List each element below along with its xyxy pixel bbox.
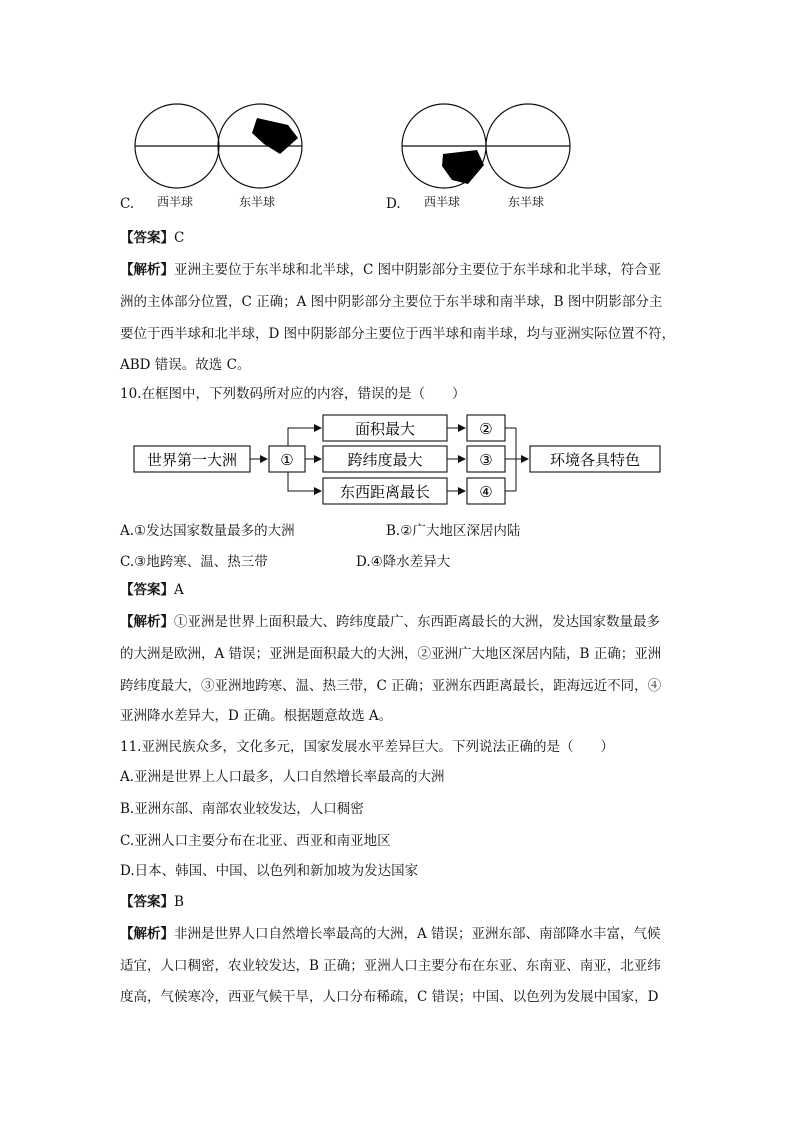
q11-option-d: D.日本、韩国、中国、以色列和新加坡为发达国家 — [120, 863, 419, 879]
asia-shape-north-east — [252, 118, 298, 154]
box-first-continent-text: 世界第一大洲 — [146, 451, 238, 469]
explanation-text: ①亚洲是世界上面积最大、跨纬度最广、东西距离最长的大洲，发达国家数量最多 — [174, 614, 660, 630]
box-circle-2-text: ② — [479, 420, 493, 438]
box-diverse-environment-text: 环境各具特色 — [549, 451, 641, 469]
q10-explanation-line-1 — [120, 613, 660, 631]
figure-d-east-caption: 东半球 — [508, 195, 545, 209]
answer-value: A — [174, 582, 184, 598]
q10-option-a: A.①发达国家数量最多的大洲 — [120, 523, 295, 539]
q10-explanation-line-4: 亚洲降水差异大，D 正确。根据题意故选 A。 — [120, 708, 393, 724]
q11-question: 11.亚洲民族众多，文化多元，国家发展水平差异巨大。下列说法正确的是（ ） — [120, 739, 614, 755]
box-circle-1-text: ① — [280, 451, 294, 469]
q9-explanation-line-1 — [120, 261, 661, 279]
q9-explanation-line-2: 洲的主体部分位置，C 正确；A 图中阴影部分主要位于东半球和南半球，B 图中阴影部分主 — [120, 294, 663, 310]
explanation-tag: 【解析】 — [120, 614, 174, 630]
q10-explanation-line-2: 的大洲是欧洲，A 错误；亚洲是面积最大的大洲，②亚洲广大地区深居内陆，B 正确；亚洲 — [120, 646, 662, 662]
box-circle-4-text: ④ — [479, 483, 493, 501]
explanation-text: 亚洲主要位于东半球和北半球，C 图中阴影部分主要位于东半球和北半球，符合亚 — [174, 262, 662, 278]
answer-tag: 【答案】 — [120, 230, 174, 246]
q11-answer — [120, 893, 184, 911]
answer-tag: 【答案】 — [120, 894, 174, 910]
figure-d-label: D. — [386, 196, 401, 212]
box-circle-3-text: ③ — [479, 451, 493, 469]
box-longest-east-west-text: 东西距离最长 — [339, 483, 431, 501]
figure-c-label: C. — [120, 196, 135, 212]
box-largest-area-text: 面积最大 — [354, 420, 416, 438]
q10-question: 10.在框图中，下列数码所对应的内容，错误的是（ ） — [120, 386, 466, 402]
q10-explanation-line-3: 跨纬度最大，③亚洲地跨寒、温、热三带，C 正确；亚洲东西距离最长，距海远近不同，④ — [120, 678, 662, 694]
explanation-tag: 【解析】 — [120, 262, 174, 278]
figure-c-west-caption: 西半球 — [157, 195, 194, 209]
answer-tag: 【答案】 — [120, 582, 174, 598]
q11-explanation-line-1 — [120, 925, 661, 943]
figure-c-east-caption: 东半球 — [239, 195, 276, 209]
q11-explanation-line-2: 适宜，人口稠密，农业较发达，B 正确；亚洲人口主要分布在东亚、东南亚、南亚，北亚纬 — [120, 958, 661, 974]
q11-explanation-line-3: 度高，气候寒冷，西亚气候干旱，人口分布稀疏，C 错误；中国、以色列为发展中国家，D — [120, 989, 659, 1005]
q10-option-c: C.③地跨寒、温、热三带 — [120, 554, 268, 570]
q10-flow-diagram — [130, 408, 665, 508]
hemisphere-figure-c — [120, 100, 310, 215]
asia-shape-south-west — [442, 150, 484, 184]
q11-option-b: B.亚洲东部、南部农业较发达，人口稠密 — [120, 801, 364, 817]
q10-option-d: D.④降水差异大 — [356, 554, 451, 570]
answer-value: C — [174, 230, 185, 246]
q9-answer — [120, 229, 184, 247]
hemisphere-figure-d — [380, 100, 580, 215]
explanation-text: 非洲是世界人口自然增长率最高的大洲，A 错误；亚洲东部、南部降水丰富，气候 — [174, 926, 661, 942]
q11-option-a: A.亚洲是世界上人口最多，人口自然增长率最高的大洲 — [120, 769, 445, 785]
q10-option-b: B.②广大地区深居内陆 — [386, 523, 521, 539]
q10-answer — [120, 581, 184, 599]
answer-value: B — [174, 894, 184, 910]
q9-explanation-line-4: ABD 错误。故选 C。 — [120, 357, 251, 373]
box-largest-latitude-span-text: 跨纬度最大 — [347, 451, 423, 469]
explanation-tag: 【解析】 — [120, 926, 174, 942]
q9-explanation-line-3: 要位于西半球和北半球，D 图中阴影部分主要位于西半球和南半球，均与亚洲实际位置不符， — [120, 326, 676, 342]
q11-option-c: C.亚洲人口主要分布在北亚、西亚和南亚地区 — [120, 833, 391, 849]
figure-d-west-caption: 西半球 — [424, 195, 461, 209]
